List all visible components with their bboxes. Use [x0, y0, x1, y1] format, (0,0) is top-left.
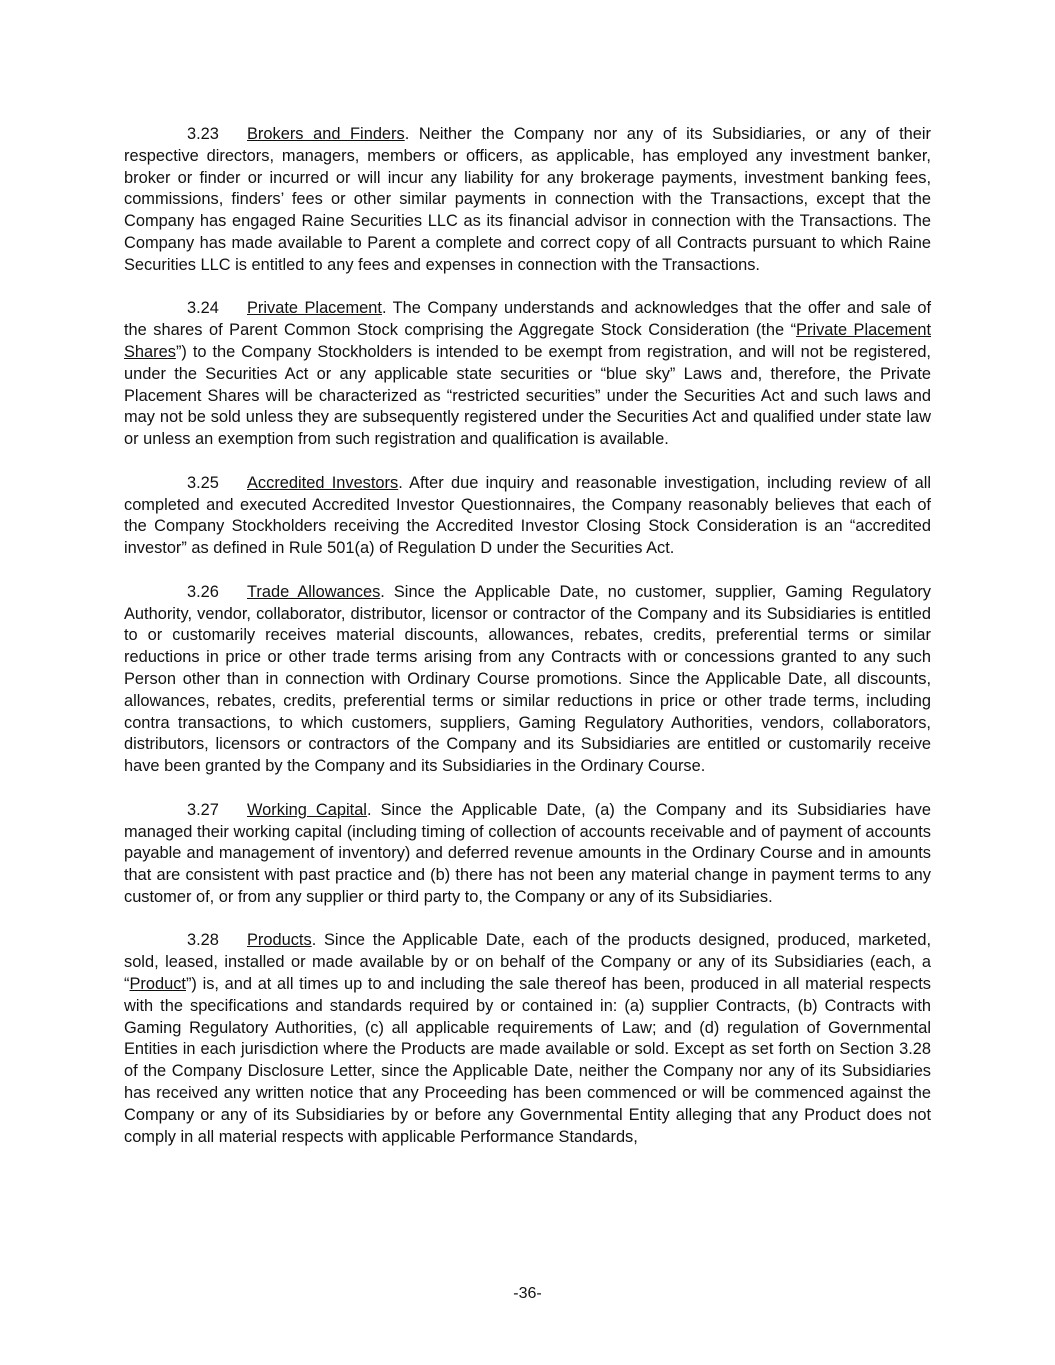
section-text: . After due inquiry and reasonable investigation, including review of all completed and executed Accredited Investor Questionnaires, the Company reasonably believes that each of the Company Stockholders receiving the Accredited Investor Closing Stock Consideration is an “accredited investor” as defined in Rule 501(a) of Regulation D under the Securities Act.	[124, 473, 931, 558]
section-heading: Trade Allowances	[247, 582, 381, 601]
section-3-26	[124, 582, 931, 778]
section-3-25	[124, 473, 931, 560]
section-3-23	[124, 124, 931, 277]
section-3-24	[124, 298, 931, 451]
section-text: . Neither the Company nor any of its Subsidiaries, or any of their respective directors, managers, members or officers, as applicable, has employed any investment banker, broker or finder or incurred or will incur any liability for any brokerage payments, investment banking fees, commissions, finders’ fees or other similar payments in connection with the Transactions, except that the Company has engaged Raine Securities LLC as its financial advisor in connection with the Transactions. The Company has made available to Parent a complete and correct copy of all Contracts pursuant to which Raine Securities LLC is entitled to any fees and expenses in connection with the Transactions.	[124, 125, 931, 274]
document-page	[124, 124, 931, 1170]
section-number: 3.27	[187, 800, 219, 819]
section-3-27	[124, 800, 931, 909]
section-text: . Since the Applicable Date, (a) the Company and its Subsidiaries have managed their working capital (including timing of collection of accounts receivable and of payment of accounts payable and management of inventory) and deferred revenue amounts in the Ordinary Course and in amounts that are consistent with past practice and (b) there has not been any material change in payment terms to any customer of, or from any supplier or third party to, the Company or any of its Subsidiaries.	[124, 800, 931, 906]
page-number: -36-	[513, 1285, 542, 1302]
section-heading: Private Placement	[247, 299, 382, 318]
section-heading: Accredited Investors	[247, 473, 399, 492]
section-number: 3.26	[187, 582, 219, 601]
defined-term: Private Placement Shares	[124, 321, 931, 361]
section-heading: Working Capital	[247, 800, 367, 819]
defined-term: Product	[129, 975, 186, 994]
section-3-28	[124, 930, 931, 1148]
section-heading: Brokers and Finders	[247, 125, 405, 143]
section-text: ”) is, and at all times up to and including the sale thereof has been, produced in all material respects with the specifications and standards required by or contained in: (a) supplier Contracts, (b) Contracts with Gaming Regulatory Authorities, (c) all applicable requirements of Law; and (d) regulation of Governmental Entities in each jurisdiction where the Products are made available or sold. Except as set forth on Section 3.28 of the Company Disclosure Letter, since the Applicable Date, neither the Company nor any of its Subsidiaries has received any written notice that any Proceeding has been commenced or will be commenced against the Company or any of its Subsidiaries by or before any Governmental Entity alleging that any Product does not comply in all material respects with applicable Performance Standards,	[124, 975, 931, 1146]
section-number: 3.24	[187, 299, 219, 318]
section-number: 3.23	[187, 125, 219, 143]
section-text: . Since the Applicable Date, no customer, supplier, Gaming Regulatory Authority, vendor, collaborator, distributor, licensor or contractor of the Company and its Subsidiaries is entitled to or customarily receives material discounts, allowances, rebates, credits, preferential terms or similar reductions in price or other trade terms arising from any Contracts with or concessions granted to any such Person other than in connection with Ordinary Course promotions. Since the Applicable Date, all discounts, allowances, rebates, credits, preferential terms or similar reductions in price or other trade terms, including contra transactions, to which customers, suppliers, Gaming Regulatory Authorities, vendors, collaborators, distributors, licensors or contractors of the Company and its Subsidiaries are entitled or customarily receive have been granted by the Company and its Subsidiaries in the Ordinary Course.	[124, 582, 931, 776]
section-text: ”) to the Company Stockholders is intended to be exempt from registration, and will not be registered, under the Securities Act or any applicable state securities or “blue sky” Laws and, therefore, the Private Placement Shares will be characterized as “restricted securities” under the Securities Act and such laws and may not be sold unless they are subsequently registered under the Securities Act and qualified under state law or unless an exemption from such registration and qualification is available.	[124, 342, 931, 449]
section-text: . The Company understands and acknowledges that the offer and sale of the shares of Parent Common Stock comprising the Aggregate Stock Consideration (the “	[124, 299, 931, 340]
section-text: . Since the Applicable Date, each of the products designed, produced, marketed, sold, leased, installed or made available by or on behalf of the Company or any of its Subsidiaries (each, a “	[124, 931, 931, 994]
section-number: 3.28	[187, 931, 219, 950]
section-number: 3.25	[187, 473, 219, 492]
section-heading: Products	[247, 931, 312, 950]
